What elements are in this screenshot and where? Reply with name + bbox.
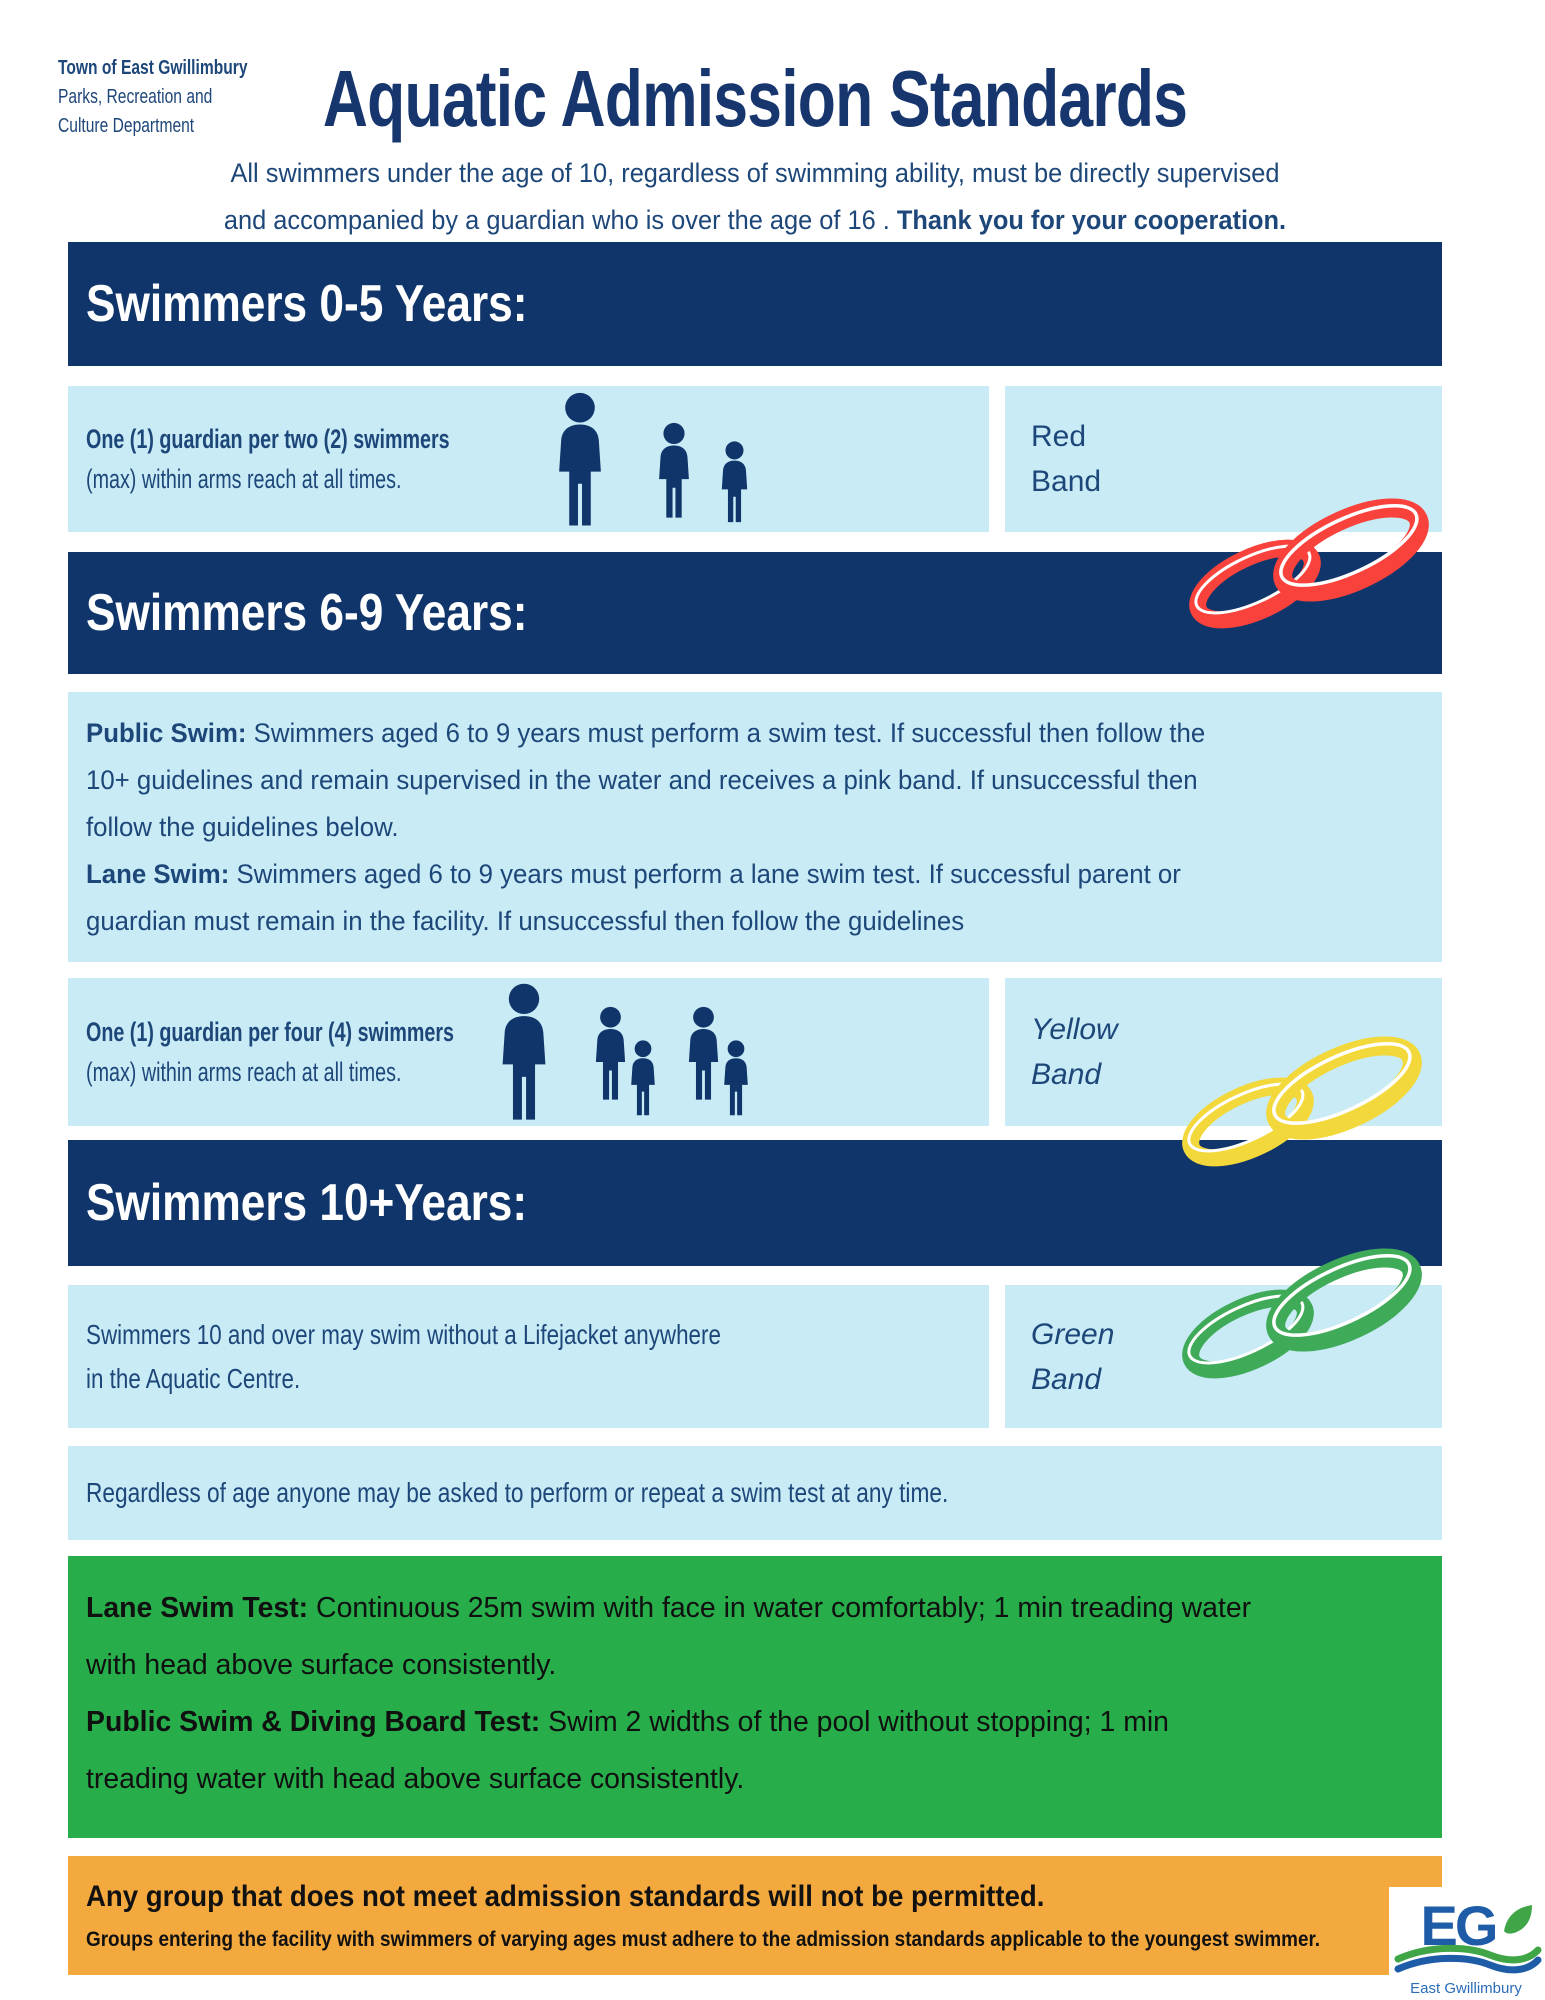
person-icon: [545, 392, 615, 527]
person-icon: [716, 1040, 756, 1116]
band-box-yellow: [1005, 978, 1442, 1126]
org-name: Town of East Gwillimbury: [58, 57, 248, 79]
person-icon: [623, 1040, 663, 1116]
red-band-label: [1031, 414, 1101, 504]
band-box-red: [1005, 386, 1442, 532]
rule-box-10plus: [68, 1285, 989, 1428]
band-box-green: [1005, 1285, 1442, 1428]
person-icon: [713, 441, 756, 523]
rule-text-10plus: [86, 1313, 721, 1401]
rule-10plus-line1: Swimmers 10 and over may swim without a Lifejacket anywhere: [86, 1318, 721, 1350]
swim-69-paragraph: [86, 710, 1258, 945]
rule-text-0-5: [86, 419, 450, 499]
intro-line2-regular: and accompanied by a guardian who is over the age of 16 .: [223, 205, 897, 235]
intro-line2-bold: Thank you for your cooperation.: [896, 205, 1287, 235]
figure: [649, 422, 699, 519]
guardian-swimmers-figures-0-5: [545, 392, 756, 527]
red-band-label-line2: Band: [1031, 465, 1102, 498]
text-line: guardian must remain in the facility. If unsuccessful then follow the guidelines: [86, 906, 965, 936]
page-title: Aquatic Admission Standards: [322, 54, 1188, 143]
text-line: Lane Swim Test: Continuous 25m swim with face in water comfortably; 1 min treading water: [86, 1592, 1252, 1624]
east-gwillimbury-logo-graphic: [1392, 1889, 1542, 1999]
person-icon: [649, 422, 699, 519]
org-dept-line1: Parks, Recreation and: [58, 86, 213, 108]
admission-warning-section: [68, 1856, 1442, 1975]
rule-10plus-line2: in the Aquatic Centre.: [86, 1362, 301, 1394]
logo-leaf-icon: [1504, 1905, 1532, 1934]
section-heading-6-9-label: Swimmers 6-9 Years:: [86, 584, 528, 642]
logo-caption-text: East Gwillimbury: [1410, 1979, 1522, 1997]
text-line: Public Swim: Swimmers aged 6 to 9 years must perform a swim test. If successful then follow the: [86, 718, 1206, 748]
rule-0-5-line2: (max) within arms reach at all times.: [86, 464, 402, 494]
east-gwillimbury-logo: [1389, 1887, 1545, 2000]
green-band-label: [1031, 1312, 1114, 1402]
rule-0-5-line1: One (1) guardian per two (2) swimmers: [86, 424, 450, 454]
intro-line1: All swimmers under the age of 10, regardless of swimming ability, must be directly supervised: [230, 158, 1280, 188]
section-heading-0-5-label: Swimmers 0-5 Years:: [86, 275, 528, 333]
text-line: 10+ guidelines and remain supervised in the water and receives a pink band. If unsuccessful then: [86, 765, 1198, 795]
section-heading-10plus-label: Swimmers 10+Years:: [86, 1174, 528, 1232]
red-band-label-line1: Red: [1031, 420, 1087, 453]
green-band-label-line2: Band: [1031, 1362, 1102, 1396]
section-heading-10plus: [68, 1140, 1442, 1266]
figure: [716, 1040, 756, 1116]
logo-eg-text: EG: [1420, 1893, 1496, 1957]
admission-detail-text: Groups entering the facility with swimmers of varying ages must adhere to the admission standards applicable to the youngest swimmer.: [86, 1928, 1321, 1951]
section-heading-0-5: [68, 242, 1442, 366]
text-line: Lane Swim: Swimmers aged 6 to 9 years must perform a lane swim test. If successful parent or: [86, 859, 1181, 889]
rule-text-6-9: [86, 1012, 454, 1092]
swim-tests-text: [86, 1580, 1275, 1808]
rule-box-6-9: [68, 978, 989, 1126]
swim-test-note-strip: [68, 1446, 1442, 1540]
admission-warning-text: Any group that does not meet admission standards will not be permitted.: [86, 1880, 1045, 1913]
swim-tests-section: [68, 1556, 1442, 1838]
green-band-label-line1: Green: [1031, 1317, 1115, 1351]
yellow-band-label-line1: Yellow: [1031, 1013, 1118, 1046]
org-dept-line2: Culture Department: [58, 115, 195, 137]
rule-6-9-line1: One (1) guardian per four (4) swimmers: [86, 1017, 454, 1047]
intro-text: [109, 150, 1401, 244]
figure: [488, 983, 560, 1121]
text-line: follow the guidelines below.: [86, 812, 399, 842]
swim-test-note-text: Regardless of age anyone may be asked to perform or repeat a swim test at any time.: [86, 1477, 949, 1508]
intro-line2: [109, 197, 1401, 244]
person-icon: [488, 983, 560, 1121]
text-line: Public Swim & Diving Board Test: Swim 2 widths of the pool without stopping; 1 min: [86, 1706, 1169, 1738]
section-heading-6-9: [68, 552, 1442, 674]
yellow-band-label: [1031, 1007, 1118, 1097]
rule-box-0-5: [68, 386, 989, 532]
figure: [713, 441, 756, 523]
text-line: with head above surface consistently.: [86, 1649, 557, 1681]
swim-rules-6-9-box: [68, 692, 1442, 962]
figure: [623, 1040, 663, 1116]
text-line: treading water with head above surface consistently.: [86, 1763, 745, 1795]
yellow-band-label-line2: Band: [1031, 1058, 1102, 1091]
guardian-swimmers-figures-6-9: [488, 983, 756, 1121]
figure: [545, 392, 615, 527]
rule-6-9-line2: (max) within arms reach at all times.: [86, 1057, 402, 1087]
